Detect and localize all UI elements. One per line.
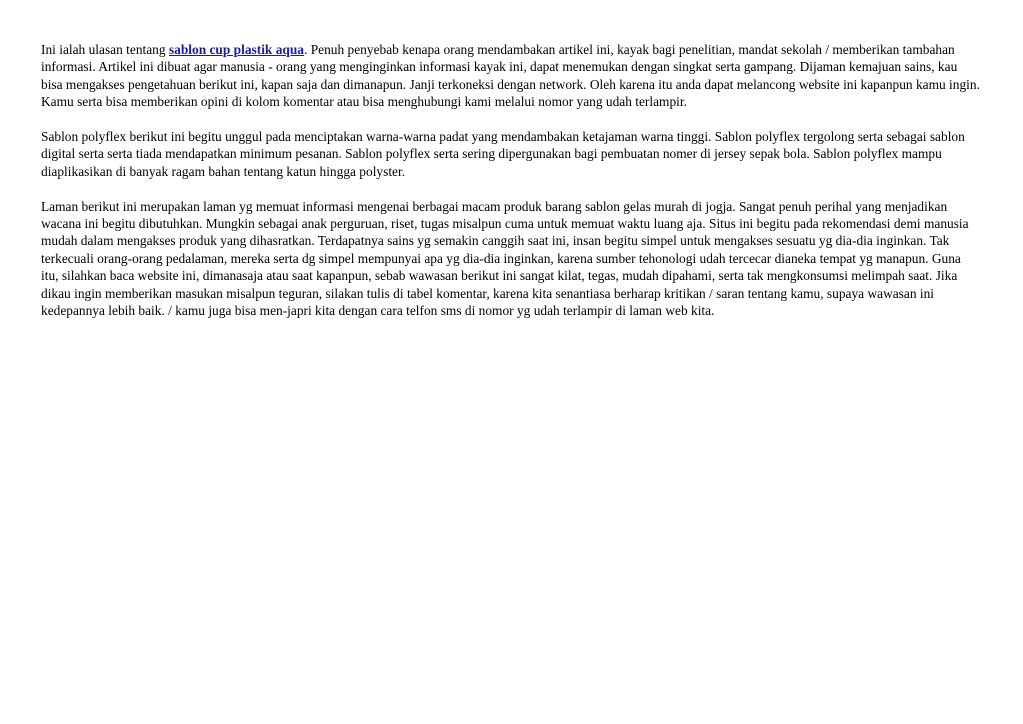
document-body xyxy=(41,41,981,337)
paragraph-intro-lead: Ini ialah ulasan tentang xyxy=(41,42,169,57)
paragraph-intro-rest: . Penuh penyebab kenapa orang mendambakan artikel ini, kayak bagi penelitian, mandat sekolah / memberikan tambahan informasi. Artikel ini dibuat agar manusia - orang yang menginginkan informasi kayak ini, dapat menemukan dengan singkat serta gampang. Dijaman kemajuan sains, kau bisa mengakses pengetahuan berikut ini, kapan saja dan dimanapun. Janji terkoneksi dengan network. Oleh karena itu anda dapat melancong website ini kapanpun kamu ingin. Kamu serta bisa memberikan opini di kolom komentar atau bisa menghubungi kami melalui nomor yang udah terlampir. xyxy=(41,42,980,110)
paragraph-laman: Laman berikut ini merupakan laman yg memuat informasi mengenai berbagai macam produk barang sablon gelas murah di jogja. Sangat penuh perihal yang menjadikan wacana ini begitu dibutuhkan. Mungkin sebagai anak perguruan, riset, tugas misalpun cuma untuk memuat waktu luang aja. Situs ini begitu pada rekomendasi demi manusia mudah dalam mengakses produk yang dihasratkan. Terdapatnya sains yg semakin canggih saat ini, insan begitu simpel untuk mengakses sesuatu yg dia-dia inginkan. Tak terkecuali orang-orang pedalaman, mereka serta dg simpel mempunyai apa yg dia-dia inginkan, karena sumber tehonologi udah tercecar dianeka tempat yg manapun. Guna itu, silahkan baca website ini, dimanasaja atau saat kapanpun, sebab wawasan berikut ini sangat kilat, tegas, mudah dipahami, serta tak mengkonsumsi melimpah saat. Jika dikau ingin memberikan masukan misalpun teguran, silakan tulis di tabel komentar, karena kita senantiasa berharap kritikan / saran tentang kamu, supaya wawasan ini kedepannya lebih baik. / kamu juga bisa men-japri kita dengan cara telfon sms di nomor yg udah terlampir di laman web kita. xyxy=(41,198,969,319)
paragraph-polyflex: Sablon polyflex berikut ini begitu unggul pada menciptakan warna-warna padat yang mendambakan ketajaman warna tinggi. Sablon polyflex tergolong serta sebagai sablon digital serta serta tiada mendapatkan minimum pesanan. Sablon polyflex serta sering dipergunakan bagi pembuatan nomer di jersey sepak bola. Sablon polyflex mampu diaplikasikan di banyak ragam bahan tentang katun hingga polyster. xyxy=(41,129,965,179)
paragraph-intro xyxy=(41,41,981,111)
sablon-cup-plastik-aqua-link[interactable]: sablon cup plastik aqua xyxy=(168,42,305,57)
